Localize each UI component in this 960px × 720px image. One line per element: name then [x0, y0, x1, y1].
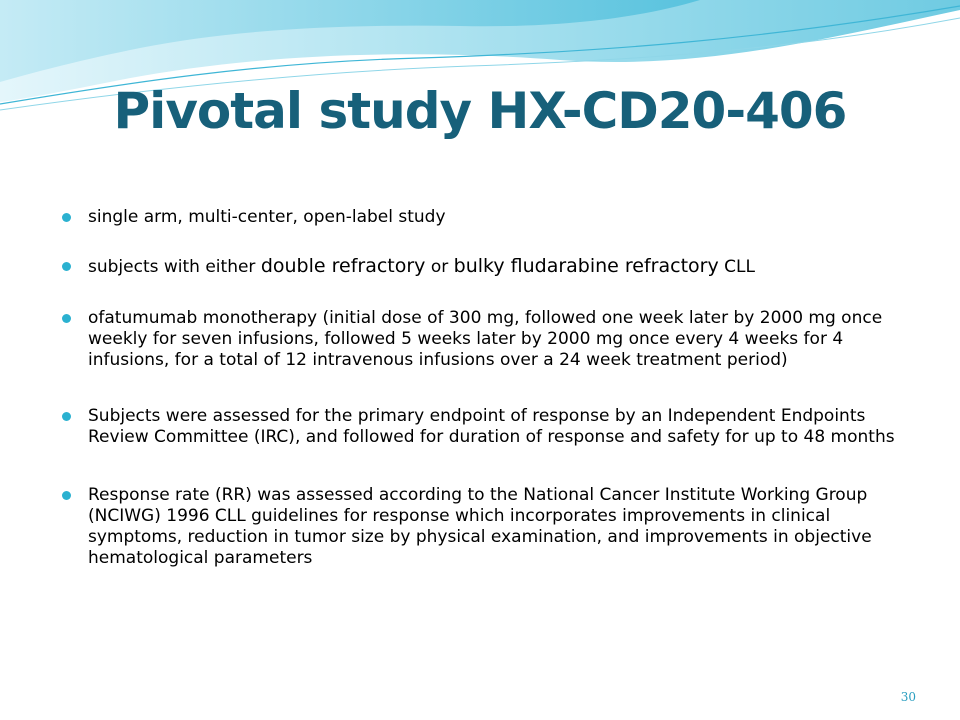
bullet-text-middle: or: [425, 257, 454, 277]
bullet-dot-icon: [62, 491, 71, 500]
bullet-item-endpoint: [60, 406, 910, 448]
bullet-text-emphasis-1: double refractory: [260, 255, 426, 277]
bullet-text: Subjects were assessed for the primary endpoint of response by an Independent Endpoints Review Committee (IRC), and followed for duration of response and safety for up to 48 months: [88, 406, 895, 447]
bullet-dot-icon: [62, 314, 71, 323]
bullet-dot-icon: [62, 412, 71, 421]
bullet-text: single arm, multi-center, open-label study: [88, 207, 446, 227]
bullet-text-prefix: subjects with either: [88, 257, 261, 277]
bullet-text-suffix: CLL: [718, 257, 755, 277]
bullet-dot-icon: [62, 262, 71, 271]
bullet-list: [60, 207, 910, 569]
bullet-item-dosing: [60, 308, 910, 371]
bullet-item-subjects: [60, 256, 910, 278]
bullet-text: ofatumumab monotherapy (initial dose of 300 mg, followed one week later by 2000 mg once weekly for seven infusions, followed 5 weeks later by 2000 mg once every 4 weeks for 4 infusions, for a total of 12 intravenous infusions over a 24 week treatment period): [88, 308, 883, 370]
bullet-text-emphasis-2: bulky fludarabine refractory: [453, 255, 719, 277]
slide-title: Pivotal study HX-CD20-406: [113, 82, 847, 140]
bullet-dot-icon: [62, 213, 71, 222]
bullet-item-study-design: [60, 207, 910, 228]
bullet-item-response-rate: [60, 485, 910, 569]
slide-page-number: 30: [900, 690, 916, 704]
bullet-text: Response rate (RR) was assessed according to the National Cancer Institute Working Group (NCIWG) 1996 CLL guidelines for response which incorporates improvements in clinical symptoms, reduction in tumor size by physical examination, and improvements in objective hematological parameters: [88, 485, 872, 568]
